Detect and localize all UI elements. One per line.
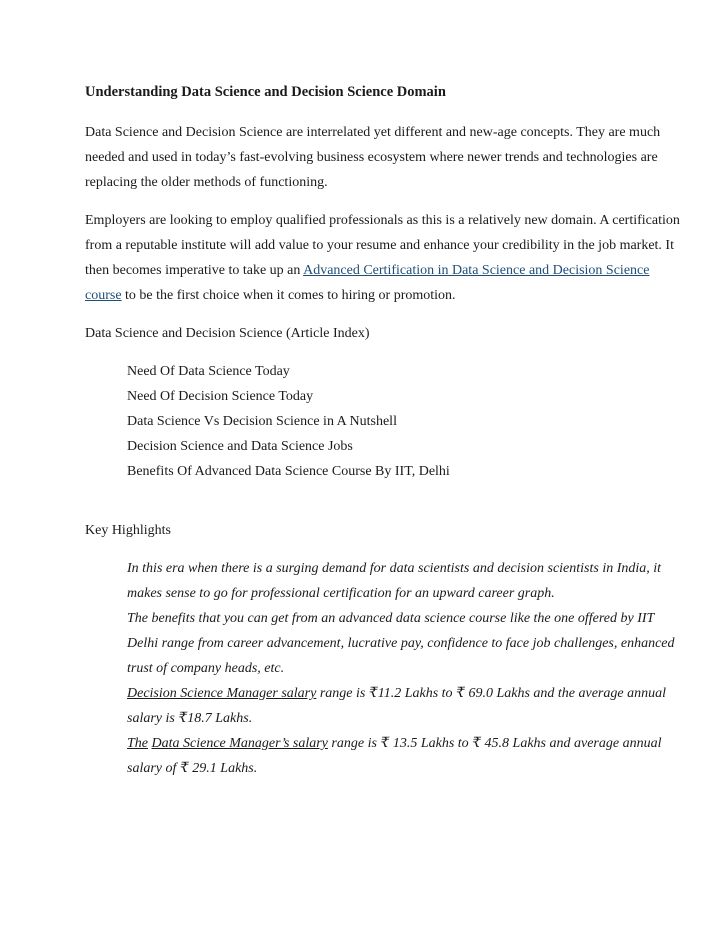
data-salary-text: range is ₹ 13.5 Lakhs to ₹ 45.8 Lakhs and average annual salary of ₹ 29.1 Lakhs. (127, 736, 662, 776)
highlight-item-benefits: The benefits that you can get from an advanced data science course like the one offered by IIT Delhi range from career advancement, lucrative pay, confidence to face job challenges, enhanced trust of company heads, etc. (127, 611, 675, 676)
key-highlights-label: Key Highlights (85, 523, 171, 538)
the-link[interactable]: The (127, 736, 148, 751)
article-index-list (85, 359, 685, 484)
highlight-item-decision-salary (127, 681, 685, 731)
intro-paragraph: Data Science and Decision Science are interrelated yet different and new-age concepts. They are much needed and used in today’s fast-evolving business ecosystem where newer trends and technologies are replacing the older methods of functioning. (85, 125, 661, 190)
certification-paragraph-text: Employers are looking to employ qualified professionals as this is a relatively new domain. A certification from a reputable institute will add value to your resume and enhance your credibility in the job market. It then becomes imperative to take up an (85, 213, 680, 278)
certification-paragraph (85, 208, 685, 308)
index-item-benefits: Benefits Of Advanced Data Science Course By IIT, Delhi (127, 464, 450, 479)
index-item-need-decision-science: Need Of Decision Science Today (127, 389, 314, 404)
document-title: Understanding Data Science and Decision Science Domain (85, 84, 446, 100)
certification-paragraph-tail: to be the first choice when it comes to hiring or promotion. (121, 288, 456, 303)
index-item-vs-nutshell: Data Science Vs Decision Science in A Nutshell (127, 414, 397, 429)
highlight-item-data-salary (127, 731, 685, 781)
key-highlights-block (85, 556, 685, 781)
data-science-manager-salary-link[interactable]: Data Science Manager’s salary (151, 736, 328, 751)
index-item-need-data-science: Need Of Data Science Today (127, 364, 290, 379)
index-item-jobs: Decision Science and Data Science Jobs (127, 439, 353, 454)
advanced-certification-link[interactable]: Advanced Certification in Data Science and Decision Science course (85, 263, 650, 303)
article-index-label: Data Science and Decision Science (Article Index) (85, 326, 370, 341)
decision-science-manager-salary-link[interactable]: Decision Science Manager salary (127, 686, 317, 701)
decision-salary-text: range is ₹11.2 Lakhs to ₹ 69.0 Lakhs and the average annual salary is ₹18.7 Lakhs. (127, 686, 666, 726)
document-page (85, 80, 685, 781)
highlight-item-demand: In this era when there is a surging demand for data scientists and decision scientists in India, it makes sense to go for professional certification for an upward career graph. (127, 561, 662, 601)
